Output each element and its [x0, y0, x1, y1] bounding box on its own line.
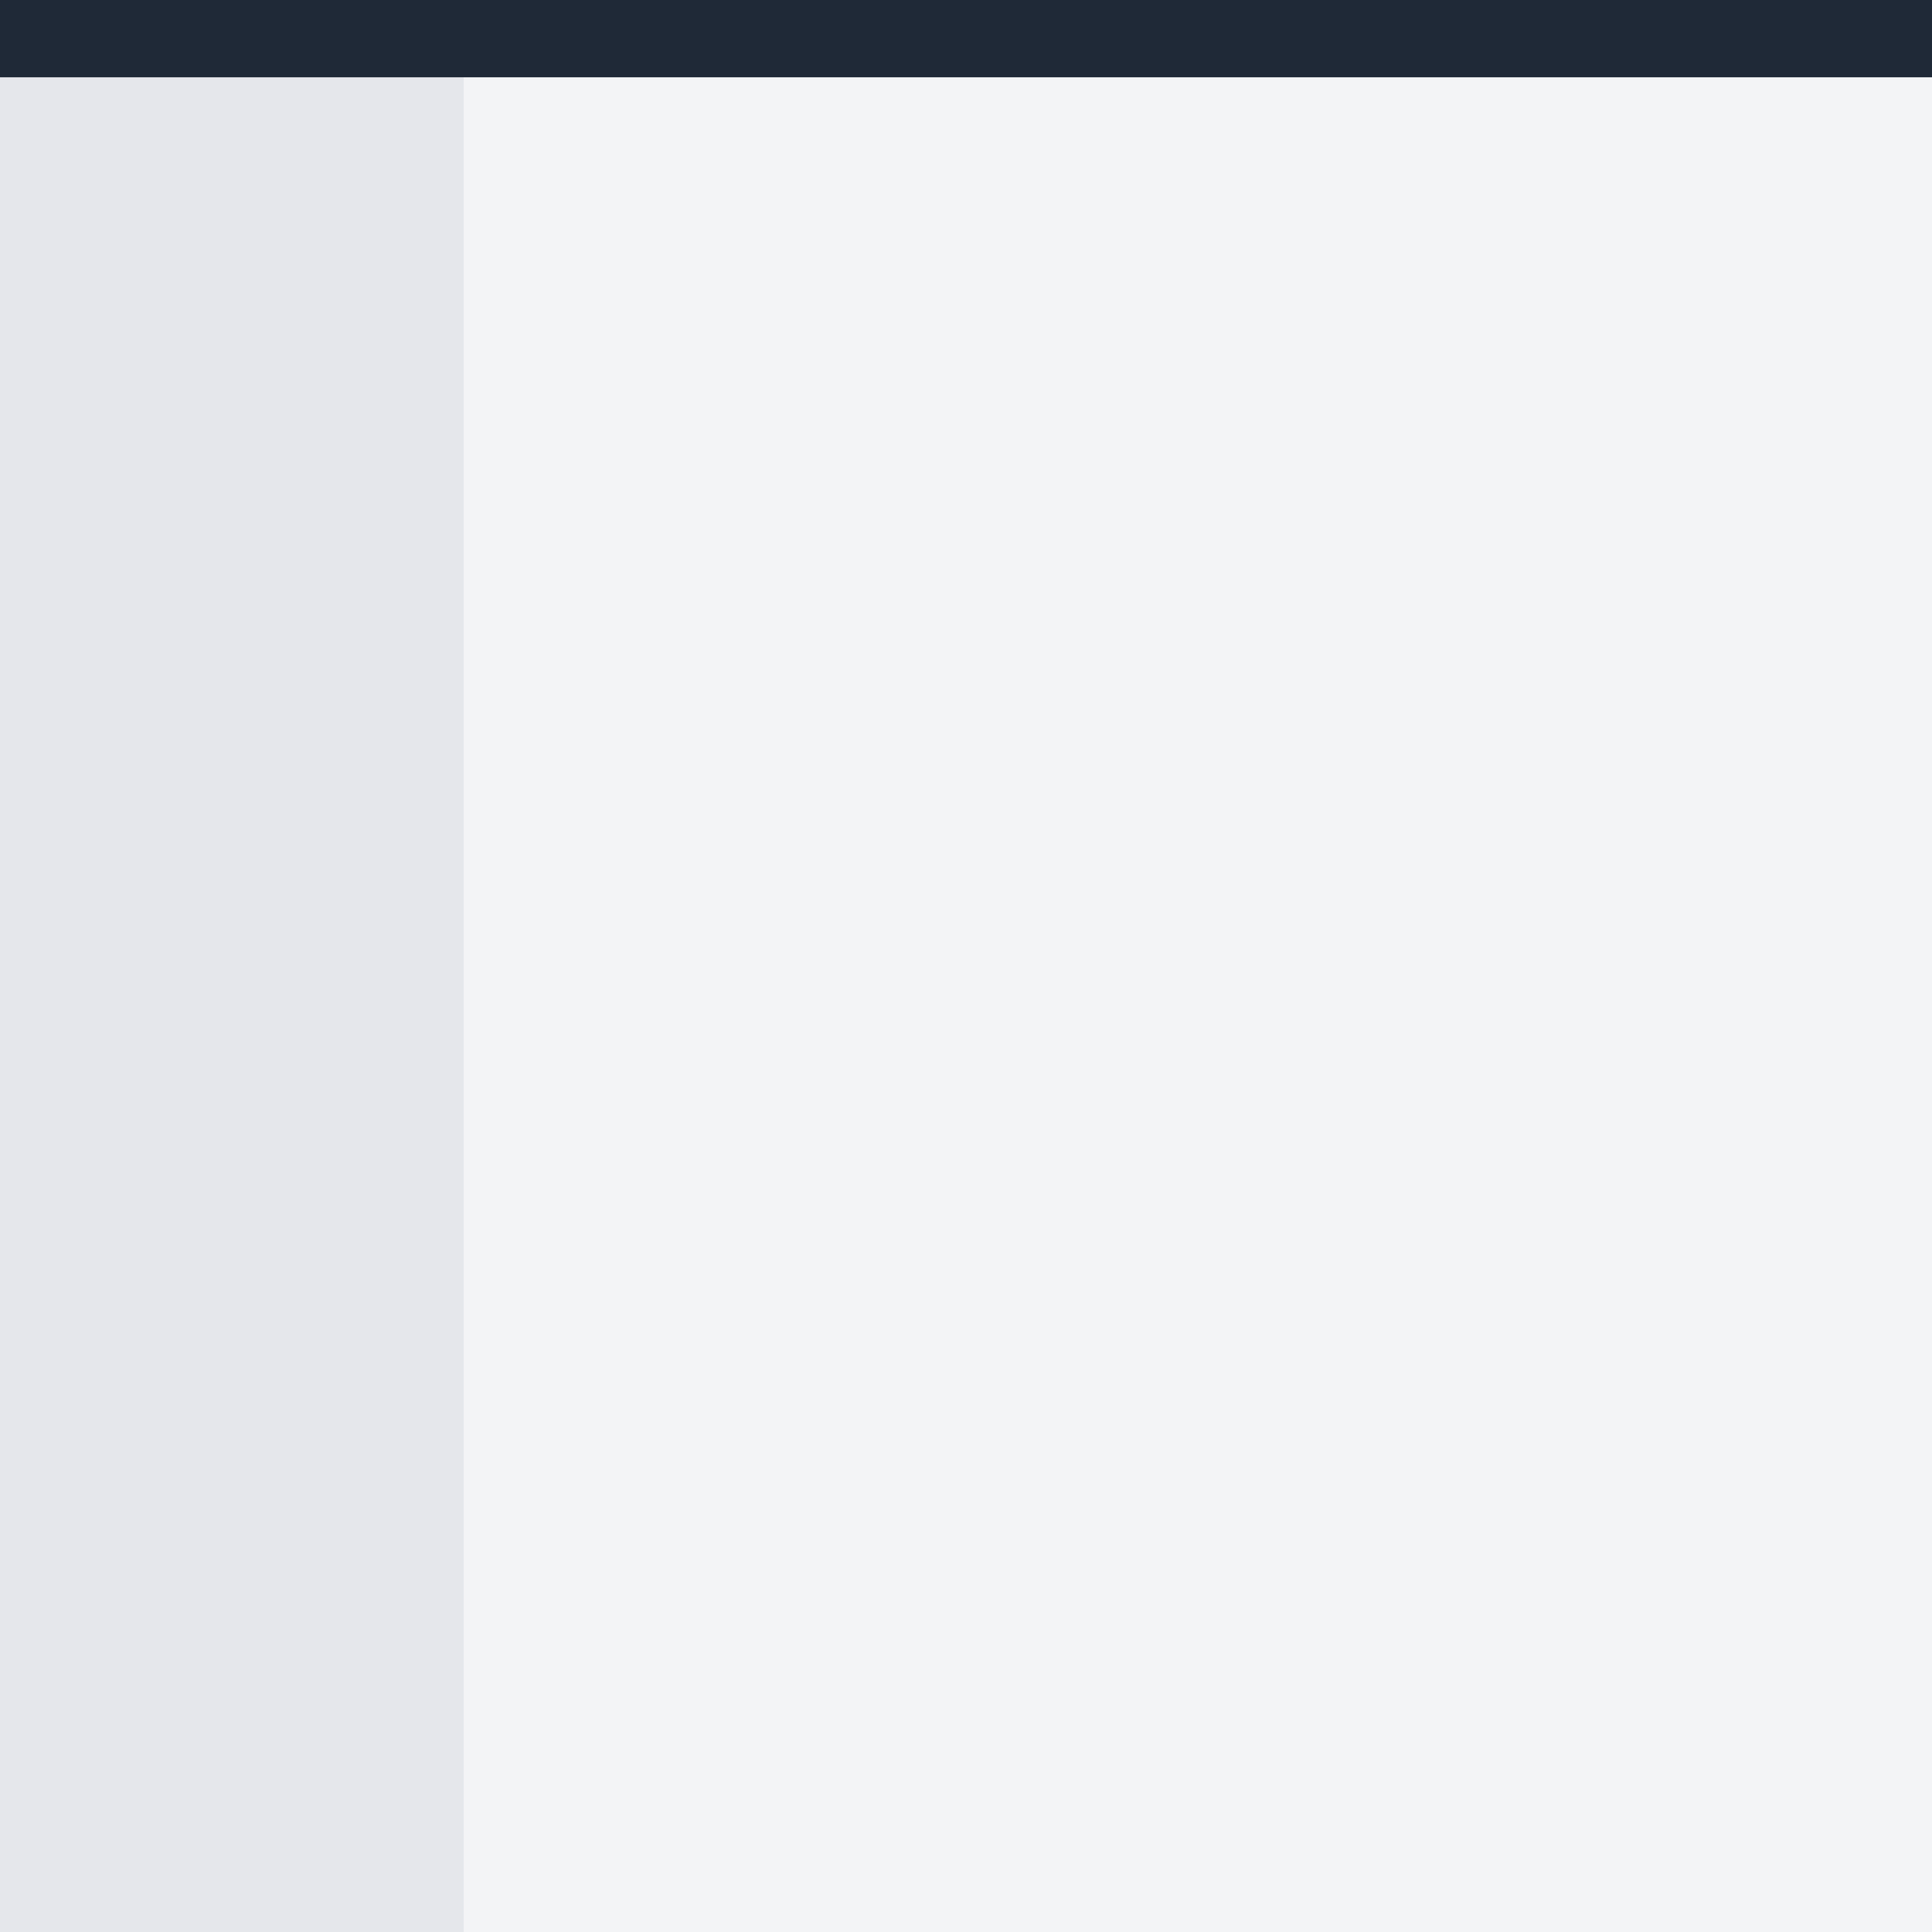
title-bar	[0, 0, 1932, 77]
app-body	[0, 77, 1932, 1932]
main-panel	[464, 77, 1932, 1932]
sidebar	[0, 77, 464, 1932]
